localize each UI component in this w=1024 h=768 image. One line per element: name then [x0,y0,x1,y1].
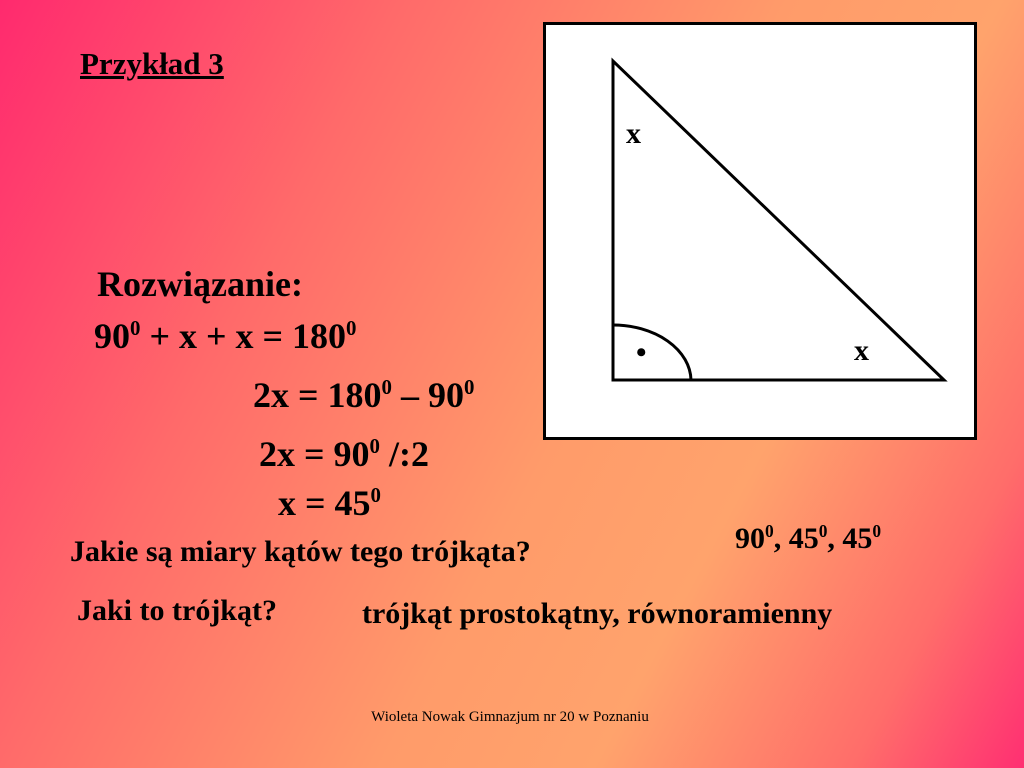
answer-angle-b: , 45 [773,522,819,555]
right-angle-dot: • [636,336,647,369]
eq2-degree-1: 0 [381,375,392,399]
equation-3 [259,433,429,475]
eq4-degree-1: 0 [370,483,381,507]
solution-heading: Rozwiązanie: [97,264,303,304]
answer-angle-a-degree: 0 [765,521,774,541]
eq1-part-1: 90 [94,316,130,356]
eq1-degree-2: 0 [345,316,357,340]
answer-angles [735,522,881,556]
eq2-part-1: 2x = 180 [253,375,382,415]
triangle-diagram [546,25,974,437]
answer-type: trójkąt prostokątny, równoramienny [362,597,833,630]
eq3-part-1: 2x = 90 [259,434,370,474]
answer-angle-c: , 45 [827,522,873,555]
slide-title: Przykład 3 [80,46,224,81]
eq4-part-1: x = 45 [278,483,371,523]
equation-2 [253,374,474,416]
eq3-part-2: /:2 [379,434,429,474]
eq3-degree-1: 0 [369,434,380,458]
answer-angle-b-degree: 0 [818,521,828,541]
answer-angle-c-degree: 0 [872,521,882,541]
equation-1 [94,315,356,357]
eq2-part-2: – 90 [391,375,464,415]
triangle-shape [613,61,944,380]
eq2-degree-2: 0 [463,375,475,399]
angle-label-right: x [854,334,869,367]
angle-label-top: x [626,117,641,150]
eq1-degree-1: 0 [130,316,141,340]
question-type: Jaki to trójkąt? [77,594,277,627]
equation-4 [278,482,381,524]
answer-angle-a: 90 [735,522,765,555]
eq1-part-2: + x + x = 180 [140,316,346,356]
question-angles: Jakie są miary kątów tego trójkąta? [70,535,531,568]
triangle-figure [543,22,977,440]
footer-credit: Wioleta Nowak Gimnazjum nr 20 w Poznaniu [371,709,649,725]
